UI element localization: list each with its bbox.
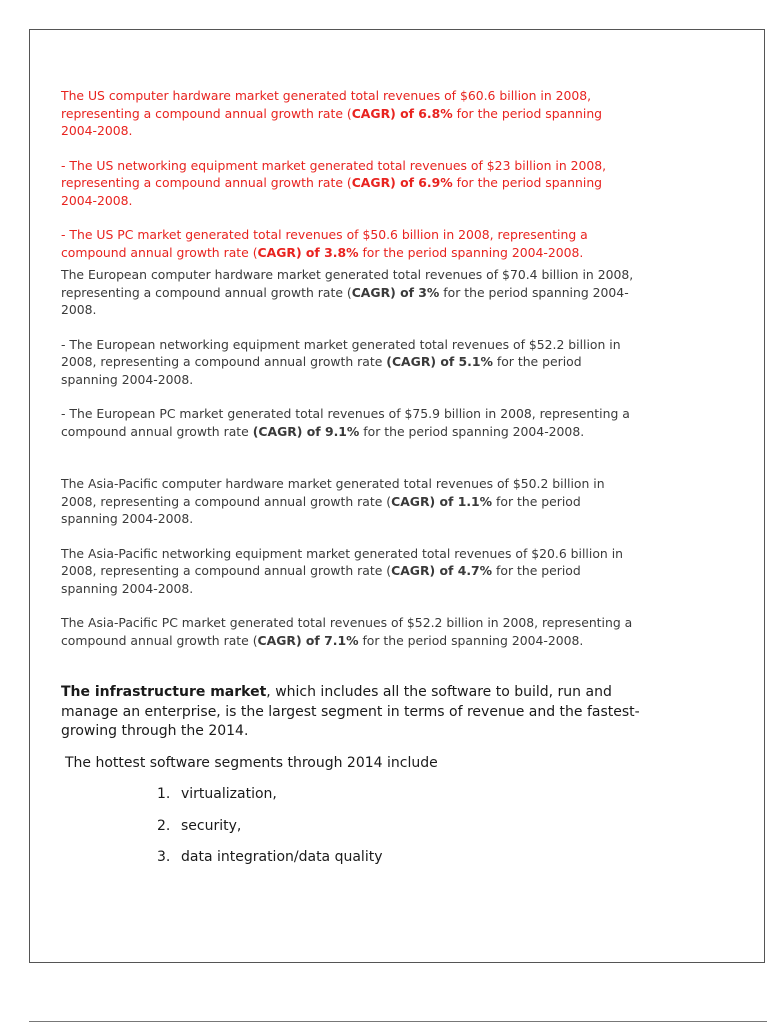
us-pc-paragraph: - The US PC market generated total revenues of $50.6 billion in 2008, representing a compound annual growth rate (CAGR) of 3.8% for the period spanning 2004-2008. xyxy=(61,227,588,260)
document-content xyxy=(61,87,661,880)
asia-networking-paragraph: The Asia-Pacific networking equipment market generated total revenues of $20.6 billion in 2008, representing a compound annual growth rate (CAGR) of 4.7% for the period spanning 2004-2008. xyxy=(61,545,623,596)
footer-rule xyxy=(29,1021,767,1022)
europe-hardware-paragraph: The European computer hardware market generated total revenues of $70.4 billion in 2008, representing a compound annual growth rate (CAGR) of 3% for the period spanning 2004- 2008. xyxy=(61,267,634,317)
asia-hardware-paragraph: The Asia-Pacific computer hardware market generated total revenues of $50.2 billion in 2008, representing a compound annual growth rate (CAGR) of 1.1% for the period spanning 2004-2008. xyxy=(61,476,605,526)
list-item: 3. data integration/data quality xyxy=(157,849,383,865)
segments-intro: The hottest software segments through 2014 include xyxy=(65,754,438,771)
list-item: 2. security, xyxy=(157,817,242,834)
us-networking-paragraph: - The US networking equipment market generated total revenues of $23 billion in 2008, representing a compound annual growth rate (CAGR) of 6.9% for the period spanning 2004-2008. xyxy=(61,157,607,208)
asia-pc-paragraph: The Asia-Pacific PC market generated total revenues of $52.2 billion in 2008, representing a compound annual growth rate (CAGR) of 7.1% for the period spanning 2004-2008. xyxy=(61,615,633,648)
europe-pc-paragraph: - The European PC market generated total revenues of $75.9 billion in 2008, representing a compound annual growth rate (CAGR) of 9.1% for the period spanning 2004-2008. xyxy=(61,406,630,439)
europe-networking-paragraph: - The European networking equipment market generated total revenues of $52.2 billion in 2008, representing a compound annual growth rate (CAGR) of 5.1% for the period spanning 2004-2008. xyxy=(61,336,621,387)
segments-list xyxy=(61,785,661,868)
list-item: 1. virtualization, xyxy=(157,786,277,802)
us-hardware-paragraph: The US computer hardware market generated total revenues of $60.6 billion in 2008, representing a compound annual growth rate (CAGR) of 6.8% for the period spanning 2004-2008. xyxy=(61,88,603,138)
infrastructure-paragraph: The infrastructure market, which includes all the software to build, run and manage an enterprise, is the largest segment in terms of revenue and the fastest- growing through the 2014. xyxy=(61,684,640,739)
